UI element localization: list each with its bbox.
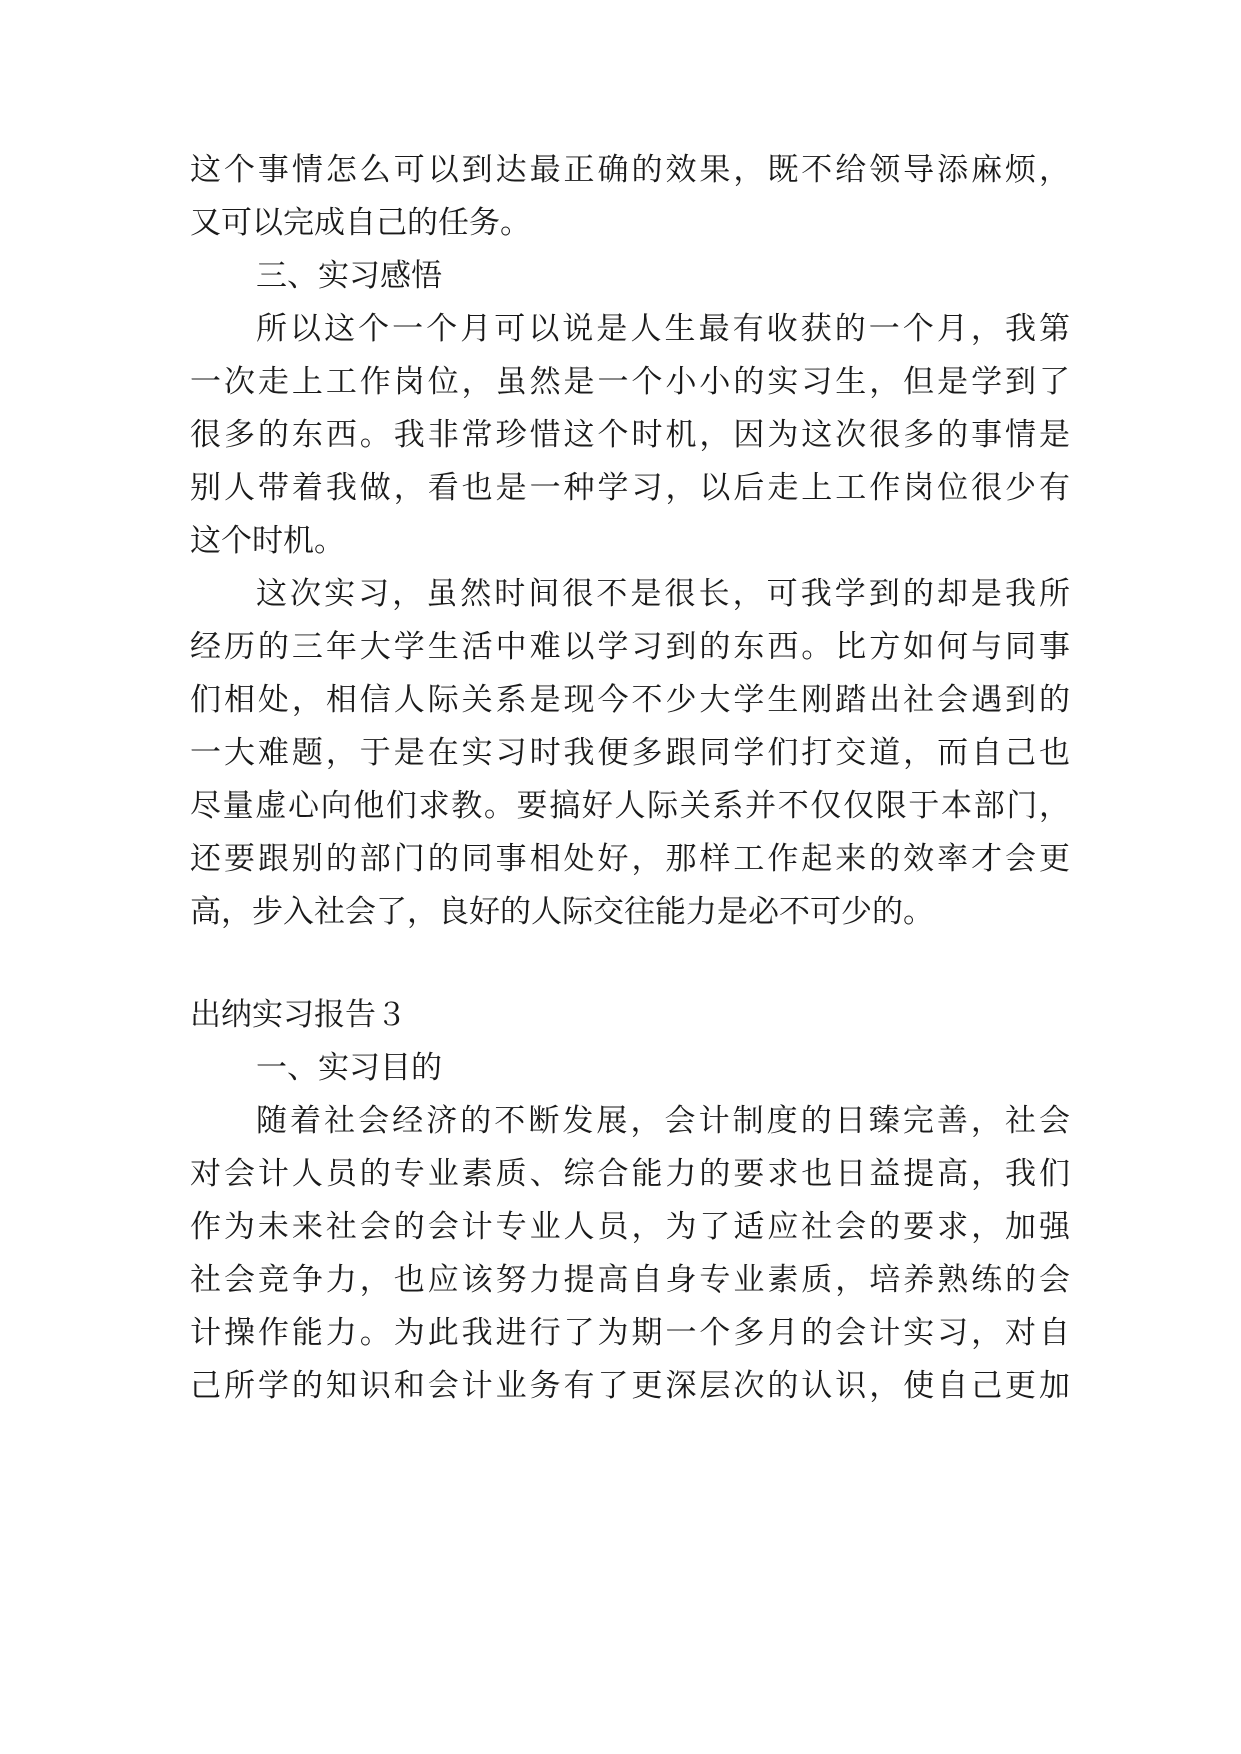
- body-line: 这次实习，虽然时间很不是很长，可我学到的却是我所: [256, 576, 1070, 612]
- body-line: 又可以完成自己的任务。: [190, 205, 531, 241]
- body-line: 随着社会经济的不断发展，会计制度的日臻完善，社会: [256, 1103, 1070, 1139]
- body-line: 计操作能力。为此我进行了为期一个多月的会计实习，对自: [190, 1315, 1070, 1351]
- section-heading: 三、实习感悟: [256, 258, 442, 294]
- body-line: 这个时机。: [190, 523, 345, 559]
- section-heading: 一、实习目的: [256, 1050, 442, 1086]
- body-line: 对会计人员的专业素质、综合能力的要求也日益提高，我们: [190, 1156, 1070, 1192]
- body-line: 还要跟别的部门的同事相处好，那样工作起来的效率才会更: [190, 841, 1070, 877]
- body-line: 经历的三年大学生活中难以学习到的东西。比方如何与同事: [190, 629, 1070, 665]
- body-line: 己所学的知识和会计业务有了更深层次的认识，使自己更加: [190, 1368, 1070, 1404]
- body-line: 尽量虚心向他们求教。要搞好人际关系并不仅仅限于本部门，: [190, 788, 1070, 824]
- body-line: 别人带着我做，看也是一种学习，以后走上工作岗位很少有: [190, 470, 1070, 506]
- body-line: 一次走上工作岗位，虽然是一个小小的实习生，但是学到了: [190, 364, 1070, 400]
- body-line: 高，步入社会了，良好的人际交往能力是必不可少的。: [190, 894, 934, 930]
- body-line: 们相处，相信人际关系是现今不少大学生刚踏出社会遇到的: [190, 682, 1070, 718]
- body-line: 作为未来社会的会计专业人员，为了适应社会的要求，加强: [190, 1209, 1070, 1245]
- body-line: 一大难题，于是在实习时我便多跟同学们打交道，而自己也: [190, 735, 1070, 771]
- report-title: 出纳实习报告３: [190, 997, 407, 1033]
- body-line: 很多的东西。我非常珍惜这个时机，因为这次很多的事情是: [190, 417, 1070, 453]
- body-line: 社会竞争力，也应该努力提高自身专业素质，培养熟练的会: [190, 1262, 1070, 1298]
- body-line: 这个事情怎么可以到达最正确的效果，既不给领导添麻烦，: [190, 152, 1070, 188]
- body-line: 所以这个一个月可以说是人生最有收获的一个月，我第: [256, 311, 1070, 347]
